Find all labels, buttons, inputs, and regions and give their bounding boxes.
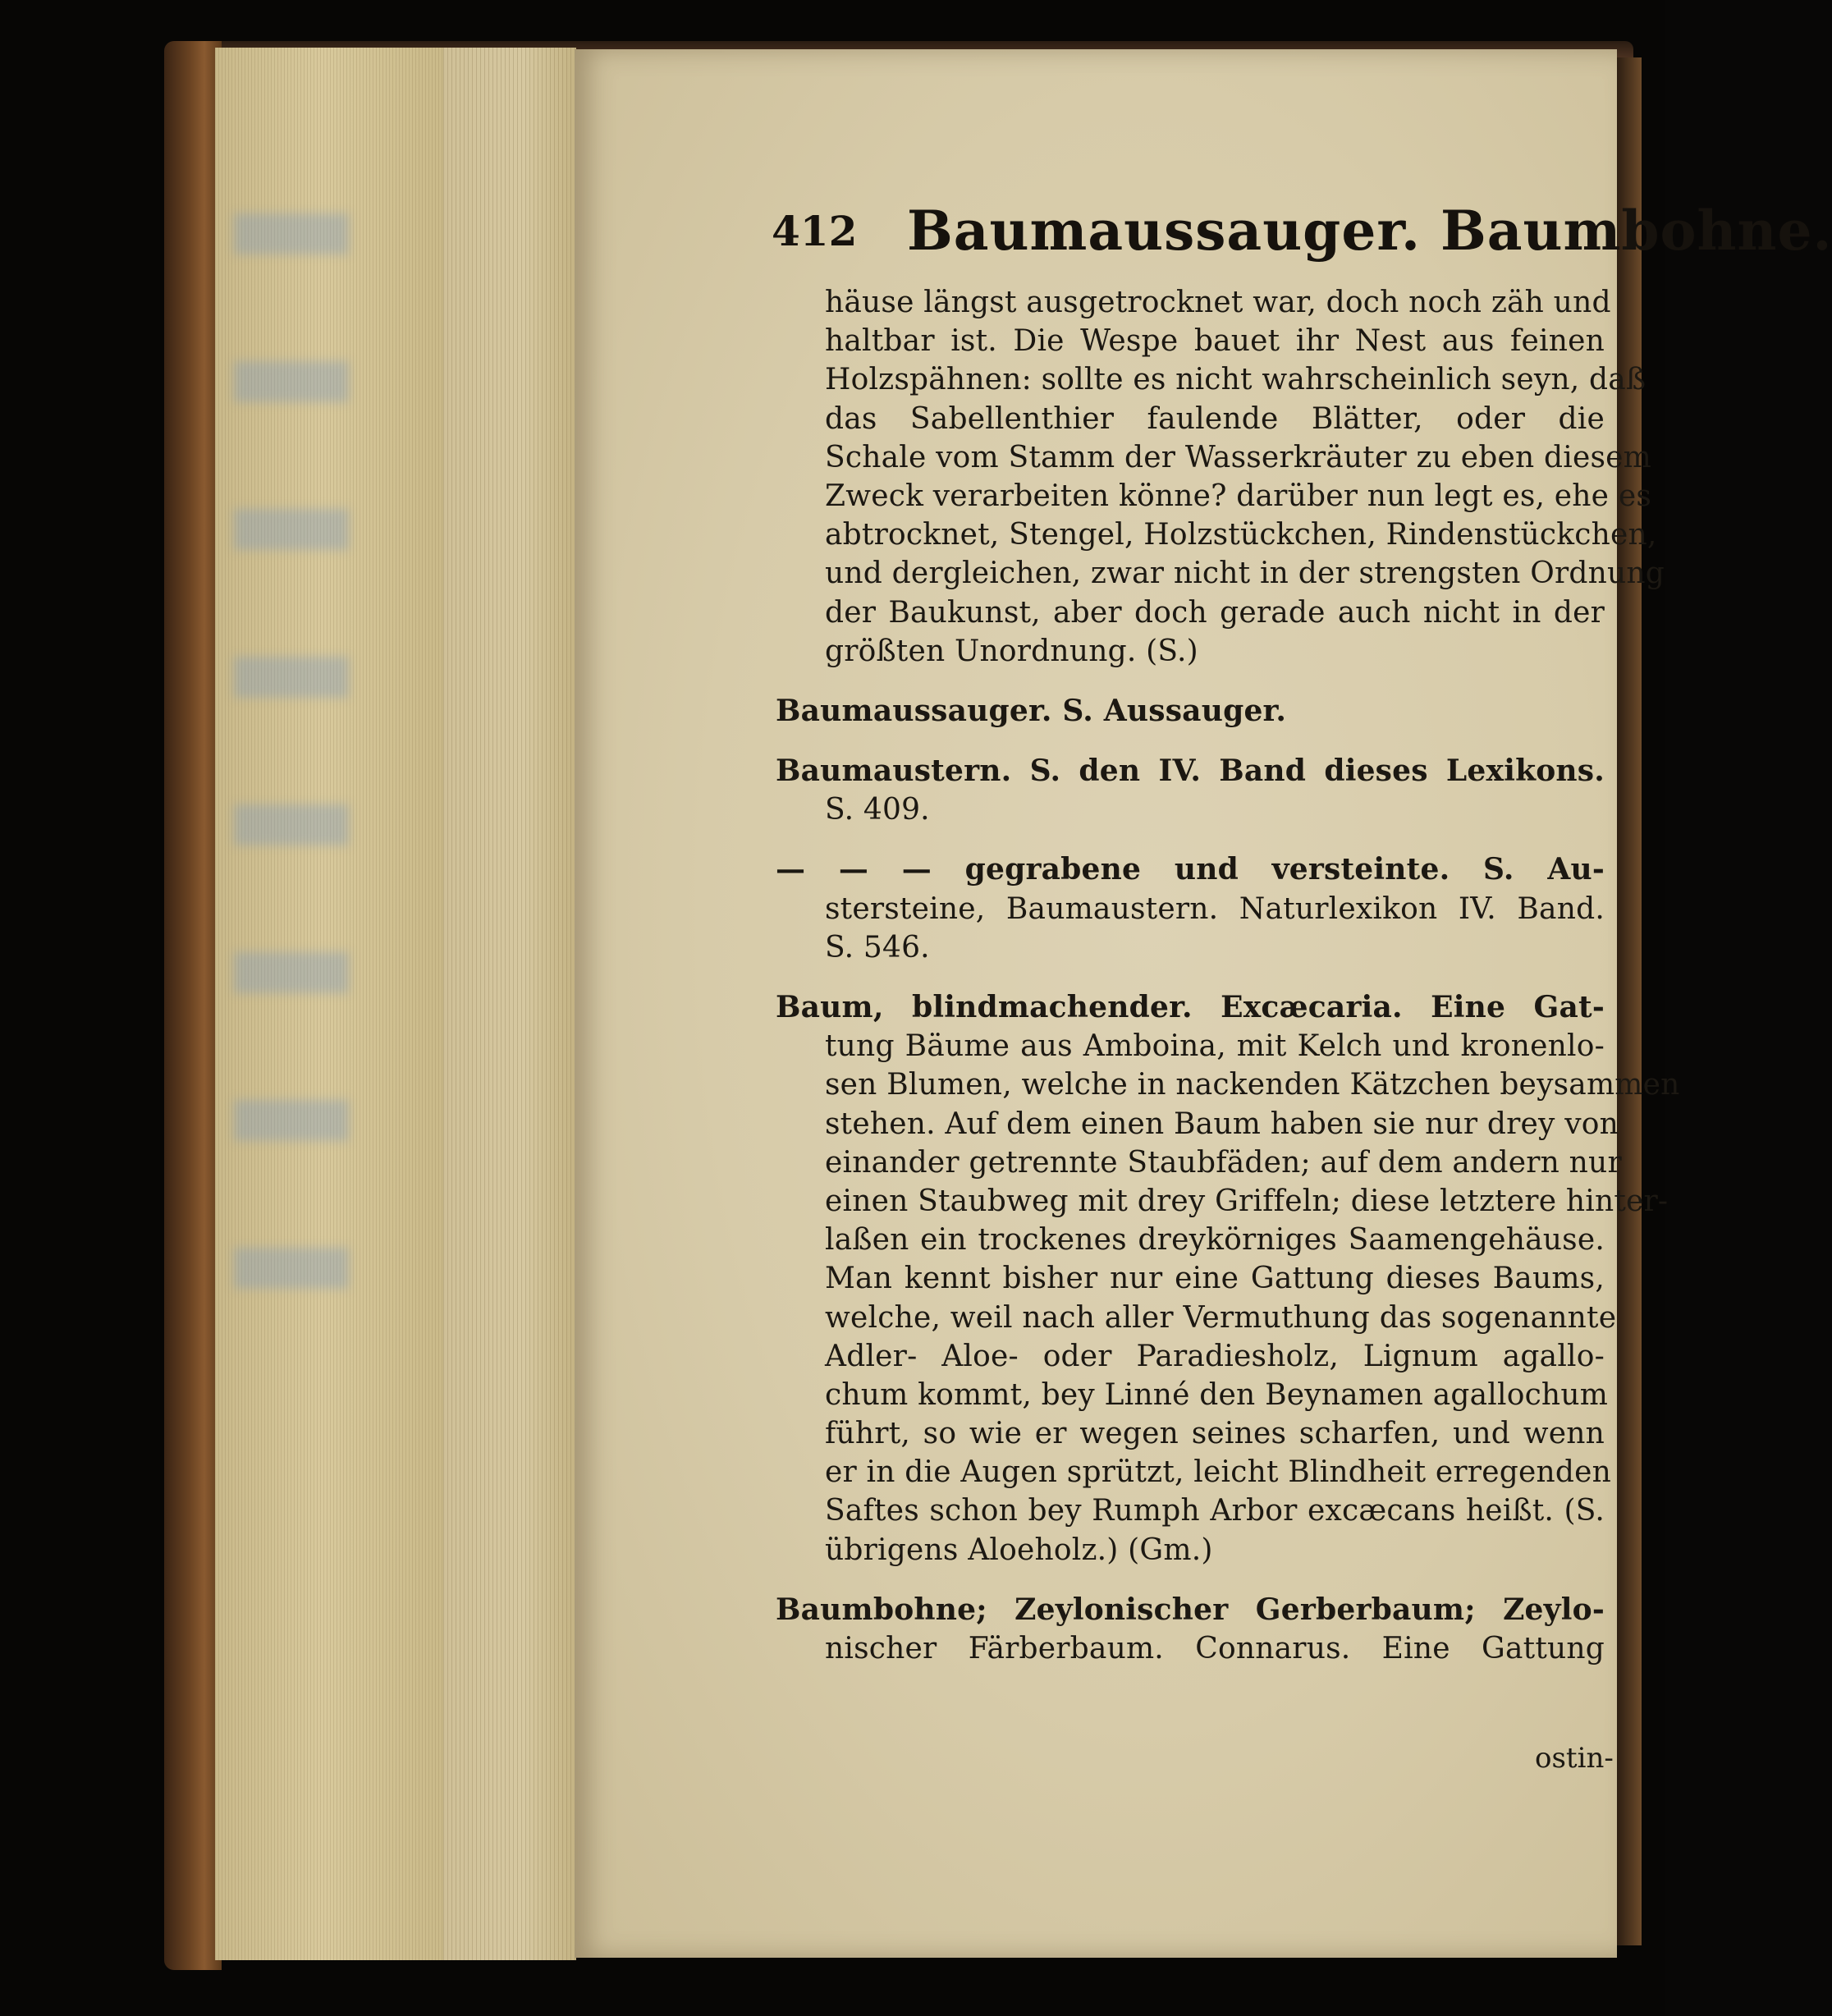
facing-page-edge: [1617, 57, 1642, 1945]
entry-line: Baumaussauger. S. Aussauger.: [776, 693, 1287, 728]
page-edges-inner: [443, 48, 576, 1960]
text-line: welche, weil nach aller Vermuthung das sogenannte: [825, 1300, 1617, 1335]
text-line: einen Staubweg mit drey Griffeln; diese letztere hinter-: [825, 1184, 1669, 1218]
page-body-text: [776, 283, 1680, 1668]
text-line: haltbar ist. Die Wespe bauet ihr Nest aus feinen: [825, 324, 1605, 359]
text-line: chum kommt, bey Linné den Beynamen agallochum: [825, 1377, 1609, 1412]
text-line: Adler- Aloe- oder Paradiesholz, Lignum agallo-: [825, 1339, 1605, 1373]
catchword: ostin-: [1535, 1742, 1614, 1775]
edge-stain: [234, 164, 349, 1313]
text-line: Saftes schon bey Rumph Arbor excæcans heißt. (S.: [825, 1494, 1605, 1528]
text-line: übrigens Aloeholz.) (Gm.): [825, 1533, 1213, 1567]
entry-line: — — — gegrabene und versteinte. S. Au-: [776, 852, 1605, 887]
text-line: tung Bäume aus Amboina, mit Kelch und kronenlo-: [825, 1029, 1605, 1064]
entry-gap: [776, 671, 1605, 692]
entry-line: Baumbohne; Zeylonischer Gerberbaum; Zeylo-: [776, 1592, 1605, 1627]
text-line: sen Blumen, welche in nackenden Kätzchen beysammen: [825, 1068, 1680, 1102]
entry-line: Baumaustern. S. den IV. Band dieses Lexikons.: [776, 754, 1605, 789]
text-line: Man kennt bisher nur eine Gattung dieses Baums,: [825, 1262, 1605, 1296]
entry-gap: [776, 1569, 1605, 1591]
text-line: er in die Augen sprützt, leicht Blindheit erregenden: [825, 1455, 1611, 1490]
text-line: Schale vom Stamm der Wasserkräuter zu eben diesem: [825, 440, 1651, 474]
text-line: laßen ein trockenes dreykörniges Saamengehäuse.: [825, 1223, 1605, 1258]
entry-gap: [776, 829, 1605, 850]
entry-gap: [776, 967, 1605, 988]
running-headword: Baumaussauger. Baumbohne.: [907, 199, 1832, 263]
entry-line: Baum, blindmachender. Excæcaria. Eine Gat-: [776, 990, 1605, 1024]
text-line: Holzspähnen: sollte es nicht wahrscheinlich seyn, daß: [825, 363, 1647, 397]
page-number: 412: [772, 207, 858, 255]
text-line: häuse längst ausgetrocknet war, doch noch zäh und: [825, 286, 1611, 319]
running-head: [772, 199, 1832, 264]
text-line: stersteine, Baumaustern. Naturlexikon IV. Band.: [825, 891, 1605, 926]
text-line: stehen. Auf dem einen Baum haben sie nur drey von: [825, 1107, 1619, 1141]
text-line: Zweck verarbeiten könne? darüber nun legt es, ehe es: [825, 479, 1652, 513]
text-line: das Sabellenthier faulende Blätter, oder die: [825, 401, 1605, 436]
text-line: größten Unordnung. (S.): [825, 634, 1198, 668]
text-line: der Baukunst, aber doch gerade auch nicht in der: [825, 595, 1605, 630]
text-line: S. 546.: [825, 930, 930, 964]
text-line: abtrocknet, Stengel, Holzstückchen, Rindenstückchen,: [825, 518, 1657, 552]
text-line: nischer Färberbaum. Connarus. Eine Gattung: [825, 1632, 1605, 1665]
text-line: und dergleichen, zwar nicht in der strengsten Ordnung: [825, 557, 1665, 591]
book-spine: [164, 41, 222, 1970]
entry-gap: [776, 731, 1605, 752]
text-line: S. 409.: [825, 793, 930, 827]
text-line: führt, so wie er wegen seines scharfen, und wenn: [825, 1417, 1605, 1451]
text-line: einander getrennte Staubfäden; auf dem andern nur: [825, 1145, 1622, 1180]
